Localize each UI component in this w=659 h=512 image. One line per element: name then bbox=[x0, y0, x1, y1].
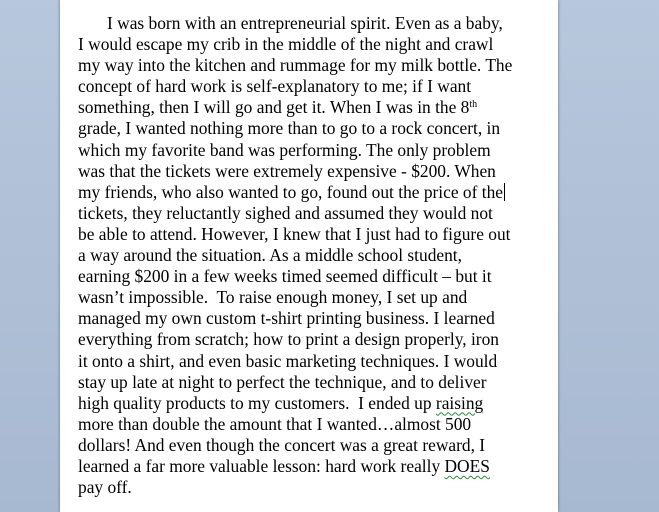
text-line: dollars! And even though the concert was a great reward, I bbox=[78, 434, 486, 455]
text-line: stay up late at night to perfect the technique, and to deliver bbox=[78, 371, 487, 392]
text-line: everything from scratch; how to print a design properly, iron bbox=[78, 329, 499, 350]
grammar-flag-word[interactable]: DOES bbox=[444, 455, 490, 476]
text-line bbox=[78, 456, 558, 477]
text-line bbox=[78, 393, 558, 414]
text-line: it onto a shirt, and even basic marketing techniques. I would bbox=[78, 350, 498, 371]
text-line: more than double the amount that I wanted…almost 500 bbox=[78, 413, 472, 434]
text-line-content: I was born with an entrepreneurial spirit. Even as a baby, bbox=[107, 13, 503, 33]
text-line: pay off. bbox=[78, 477, 132, 498]
text-line: concept of hard work is self-explanatory to me; if I want bbox=[78, 76, 472, 97]
text-line-content: high quality products to my customers. I ended up bbox=[78, 392, 436, 413]
text-line: tickets, they reluctantly sighed and assumed they would not bbox=[78, 202, 493, 223]
text-line: earning $200 in a few weeks timed seemed difficult – but it bbox=[78, 266, 492, 287]
text-line: a way around the situation. As a middle school student, bbox=[78, 245, 462, 266]
text-line: managed my own custom t-shirt printing business. I learned bbox=[78, 308, 495, 329]
document-paragraph[interactable] bbox=[78, 13, 558, 498]
text-line: wasn’t impossible. To raise enough money, I set up and bbox=[78, 287, 468, 308]
text-line bbox=[78, 182, 558, 203]
text-line: my way into the kitchen and rummage for my milk bottle. The bbox=[78, 55, 513, 76]
ordinal-superscript: th bbox=[469, 99, 478, 111]
text-line: I would escape my crib in the middle of the night and crawl bbox=[78, 34, 494, 55]
text-line: which my favorite band was performing. The only problem bbox=[78, 139, 491, 160]
text-line bbox=[78, 97, 558, 118]
text-line bbox=[78, 13, 558, 34]
grammar-flag-word[interactable]: raising bbox=[435, 392, 484, 413]
text-cursor bbox=[504, 183, 505, 201]
text-line: was that the tickets were extremely expensive - $200. When bbox=[78, 160, 496, 181]
text-line-content: my friends, who also wanted to go, found out the price of the bbox=[78, 181, 504, 202]
text-line-content: learned a far more valuable lesson: hard work really bbox=[78, 455, 445, 476]
text-line-content: something, then I will go and get it. When I was in the 8 bbox=[78, 97, 470, 118]
text-line: grade, I wanted nothing more than to go to a rock concert, in bbox=[78, 118, 501, 139]
text-line: be able to attend. However, I knew that I just had to figure out bbox=[78, 223, 511, 244]
